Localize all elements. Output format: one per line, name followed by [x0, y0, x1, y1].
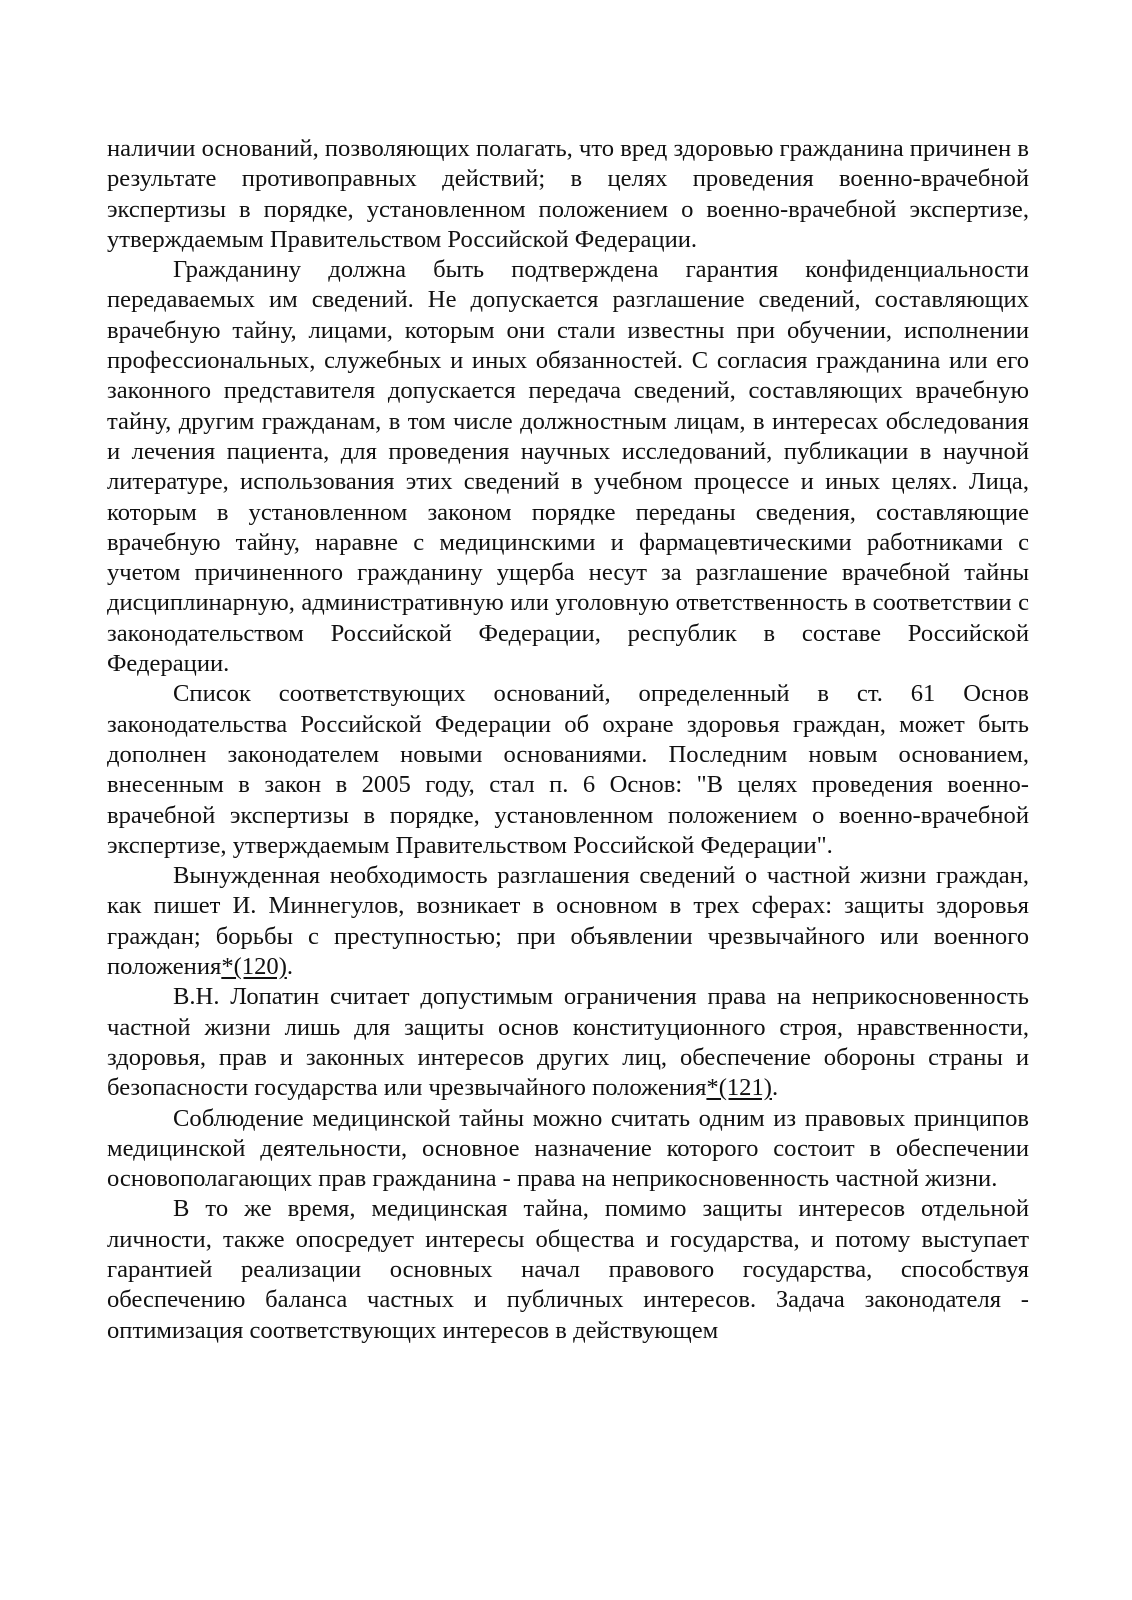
footnote-link-121[interactable]: *(121)	[706, 1074, 772, 1102]
paragraph-public-interests: В то же время, медицинская тайна, помимо защиты интересов отдельной личности, также опосредует интересы общества и государства, и потому выступает гарантией реализации основных начал правового государства, способствуя обеспечению баланса частных и публичных интересов. Задача законодателя - оптимизация соответствующих интересов в действующем	[107, 1195, 1029, 1344]
paragraph-end: .	[771, 1074, 779, 1102]
paragraph-medical-secret-principle: Соблюдение медицинской тайны можно считать одним из правовых принципов медицинской деятельности, основное назначение которого состоит в обеспечении основополагающих прав гражданина - права на неприкосновенность частной жизни.	[107, 1104, 1029, 1193]
paragraph-lopatin	[107, 982, 1029, 1103]
document-page	[107, 134, 1029, 1346]
paragraph-minnegulov	[107, 861, 1029, 982]
paragraph-grounds-list: Список соответствующих оснований, определенный в ст. 61 Основ законодательства Российской Федерации об охране здоровья граждан, может быть дополнен законодателем новыми основаниями. Последним новым основанием, внесенным в закон в 2005 году, стал п. 6 Основ: "В целях проведения военно-врачебной экспертизы в порядке, установленном положением о военно-врачебной экспертизе, утверждаемым Правительством Российской Федерации".	[107, 680, 1029, 859]
footnote-link-120[interactable]: *(120)	[221, 953, 287, 981]
paragraph-text: В.Н. Лопатин считает допустимым ограничения права на неприкосновенность частной жизни лишь для защиты основ конституционного строя, нравственности, здоровья, прав и законных интересов других лиц, обеспечение обороны страны и безопасности государства или чрезвычайного положения	[107, 983, 1029, 1102]
paragraph-continuation: наличии оснований, позволяющих полагать, что вред здоровью гражданина причинен в результате противоправных действий; в целях проведения военно-врачебной экспертизы в порядке, установленном положением о военно-врачебной экспертизе, утверждаемым Правительством Российской Федерации.	[107, 135, 1029, 253]
paragraph-confidentiality: Гражданину должна быть подтверждена гарантия конфиденциальности передаваемых им сведений. Не допускается разглашение сведений, составляющих врачебную тайну, лицами, которым они стали известны при обучении, исполнении профессиональных, служебных и иных обязанностей. С согласия гражданина или его законного представителя допускается передача сведений, составляющих врачебную тайну, другим гражданам, в том числе должностным лицам, в интересах обследования и лечения пациента, для проведения научных исследований, публикации в научной литературе, использования этих сведений в учебном процессе и иных целях. Лица, которым в установленном законом порядке переданы сведения, составляющие врачебную тайну, наравне с медицинскими и фармацевтическими работниками с учетом причиненного гражданину ущерба несут за разглашение врачебной тайны дисциплинарную, административную или уголовную ответственность в соответствии с законодательством Российской Федерации, республик в составе Российской Федерации.	[107, 256, 1029, 678]
paragraph-text: Вынужденная необходимость разглашения сведений о частной жизни граждан, как пишет И. Миннегулов, возникает в основном в трех сферах: защиты здоровья граждан; борьбы с преступностью; при объявлении чрезвычайного или военного положения	[107, 862, 1029, 981]
paragraph-end: .	[286, 953, 294, 981]
